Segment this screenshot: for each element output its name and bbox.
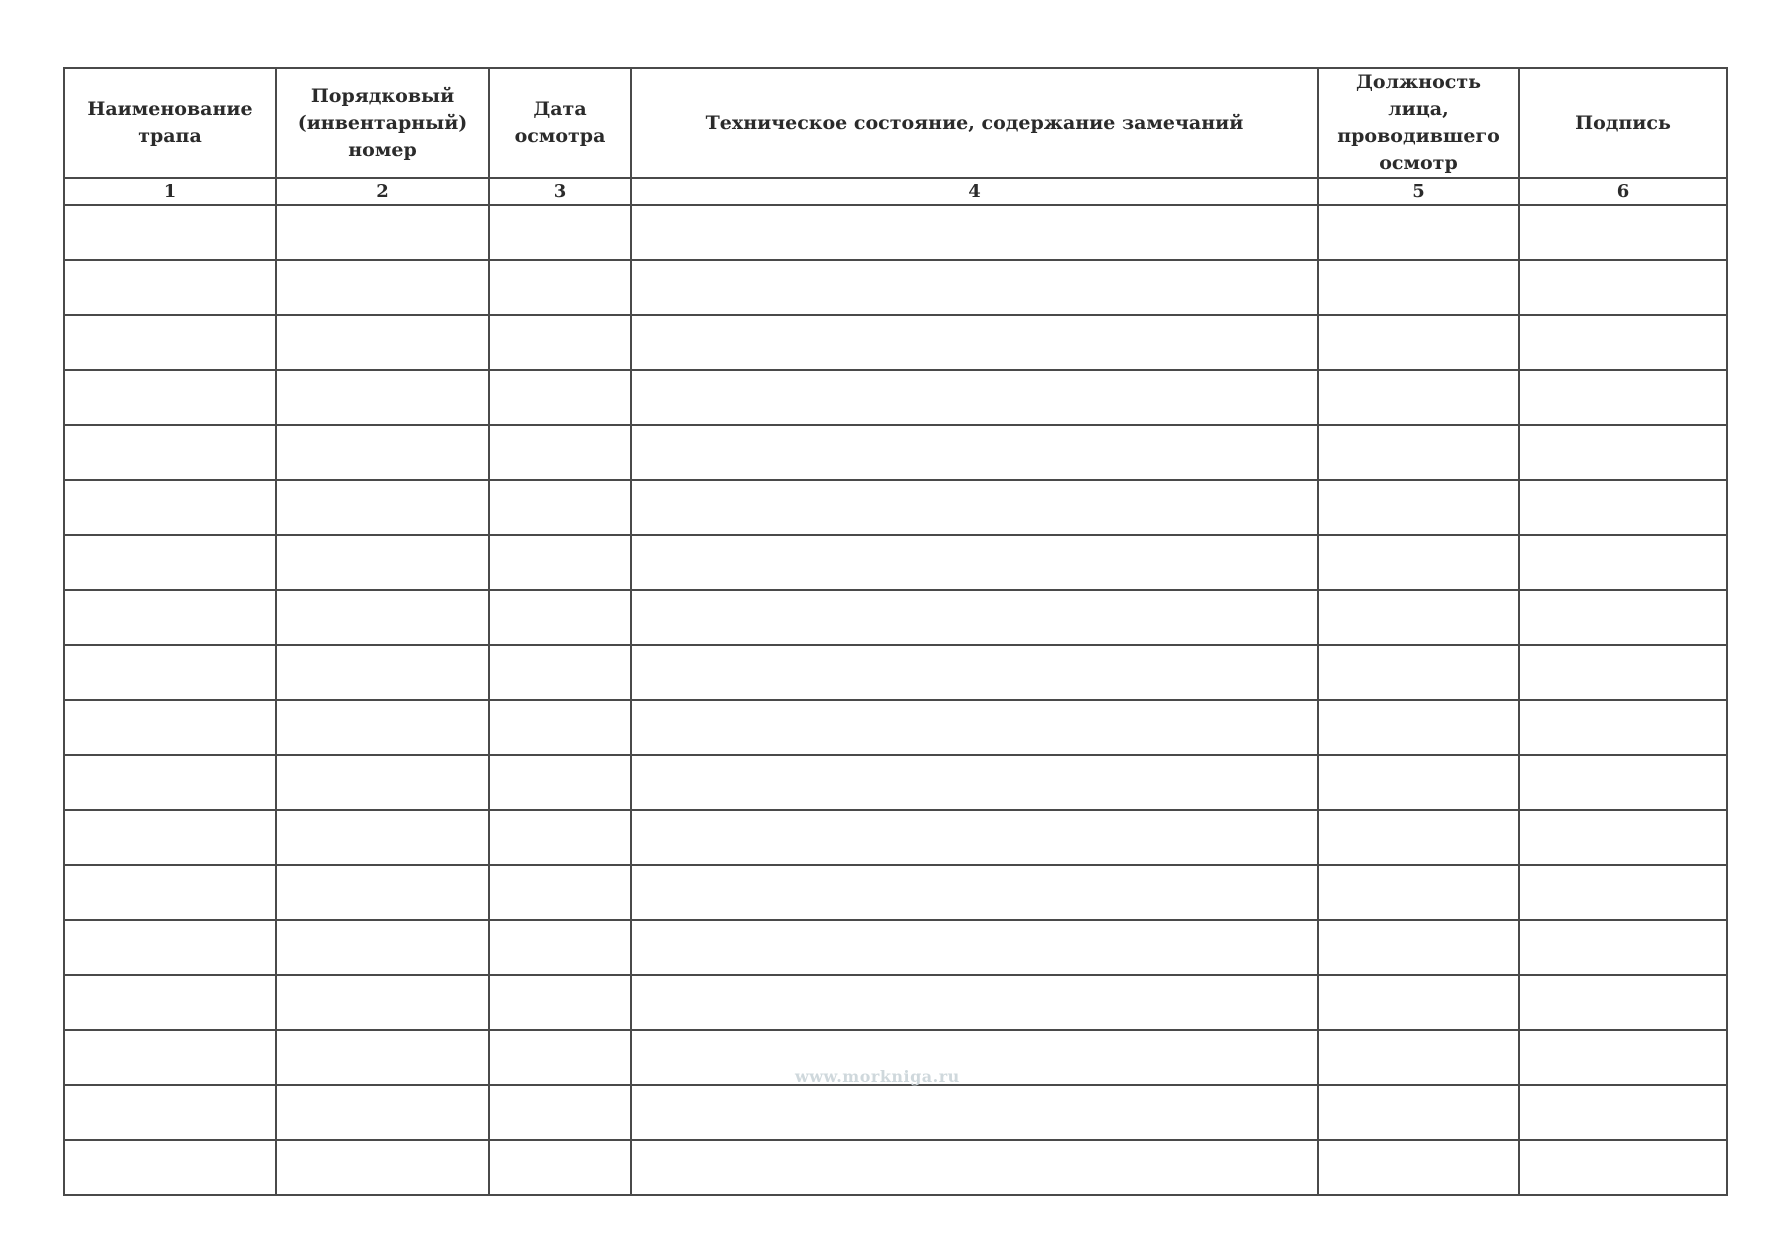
table-row <box>64 810 1727 865</box>
table-cell <box>631 755 1318 810</box>
table-cell <box>64 865 276 920</box>
table-cell <box>276 425 489 480</box>
table-row <box>64 1085 1727 1140</box>
table-cell <box>1519 920 1727 975</box>
table-row <box>64 590 1727 645</box>
table-cell <box>64 700 276 755</box>
table-cell <box>64 535 276 590</box>
table-cell <box>276 920 489 975</box>
table-row <box>64 315 1727 370</box>
table-cell <box>64 755 276 810</box>
inspection-log-sheet <box>63 67 1726 1196</box>
table-cell <box>1519 590 1727 645</box>
table-cell <box>631 260 1318 315</box>
table-cell <box>276 975 489 1030</box>
table-row <box>64 865 1727 920</box>
table-cell <box>489 315 631 370</box>
table-cell <box>631 315 1318 370</box>
table-cell <box>1318 865 1519 920</box>
table-cell <box>1519 315 1727 370</box>
table-cell <box>489 865 631 920</box>
column-header-inspector-position: Должность лица, проводившего осмотр <box>1318 68 1519 178</box>
table-cell <box>64 920 276 975</box>
table-cell <box>631 480 1318 535</box>
table-cell <box>1519 1140 1727 1195</box>
table-cell <box>489 535 631 590</box>
header-row <box>64 68 1727 178</box>
table-row <box>64 535 1727 590</box>
table-cell <box>1519 425 1727 480</box>
watermark: www.morkniga.ru <box>795 1067 960 1086</box>
table-row <box>64 1140 1727 1195</box>
table-cell <box>1318 370 1519 425</box>
table-cell <box>276 1140 489 1195</box>
table-cell <box>1519 260 1727 315</box>
table-row <box>64 700 1727 755</box>
table-cell <box>1519 865 1727 920</box>
table-cell <box>64 370 276 425</box>
table-cell <box>489 700 631 755</box>
column-number: 4 <box>631 178 1318 205</box>
table-cell <box>64 975 276 1030</box>
column-number: 6 <box>1519 178 1727 205</box>
table-cell <box>1318 535 1519 590</box>
table-cell <box>276 700 489 755</box>
table-cell <box>489 205 631 260</box>
table-row <box>64 920 1727 975</box>
table-cell <box>64 1085 276 1140</box>
table-cell <box>1519 205 1727 260</box>
table-cell <box>489 920 631 975</box>
table-cell <box>276 260 489 315</box>
table-row <box>64 975 1727 1030</box>
table-cell <box>489 755 631 810</box>
table-row <box>64 645 1727 700</box>
table-cell <box>1318 920 1519 975</box>
table-cell <box>631 535 1318 590</box>
table-cell <box>631 425 1318 480</box>
inspection-log-table <box>63 67 1728 1196</box>
table-cell <box>489 590 631 645</box>
table-cell <box>489 810 631 865</box>
table-cell <box>1318 260 1519 315</box>
table-cell <box>64 1030 276 1085</box>
table-row <box>64 425 1727 480</box>
table-cell <box>631 700 1318 755</box>
table-cell <box>1318 205 1519 260</box>
table-cell <box>1318 480 1519 535</box>
column-number-row <box>64 178 1727 205</box>
table-cell <box>276 1030 489 1085</box>
table-cell <box>489 370 631 425</box>
column-header-inspection-date: Дата осмотра <box>489 68 631 178</box>
table-cell <box>1519 810 1727 865</box>
table-cell <box>276 865 489 920</box>
table-cell <box>276 205 489 260</box>
table-cell <box>64 645 276 700</box>
table-cell <box>64 590 276 645</box>
table-cell <box>631 1085 1318 1140</box>
table-row <box>64 480 1727 535</box>
table-cell <box>276 1085 489 1140</box>
table-cell <box>631 865 1318 920</box>
table-cell <box>1318 700 1519 755</box>
table-cell <box>1318 590 1519 645</box>
table-cell <box>489 1140 631 1195</box>
table-cell <box>1318 1085 1519 1140</box>
table-cell <box>489 480 631 535</box>
table-cell <box>276 755 489 810</box>
table-cell <box>64 205 276 260</box>
column-number: 2 <box>276 178 489 205</box>
table-row <box>64 205 1727 260</box>
table-cell <box>631 205 1318 260</box>
column-header-signature: Подпись <box>1519 68 1727 178</box>
table-cell <box>64 480 276 535</box>
table-cell <box>489 1030 631 1085</box>
table-cell <box>631 975 1318 1030</box>
table-cell <box>1519 535 1727 590</box>
table-cell <box>64 260 276 315</box>
table-row <box>64 370 1727 425</box>
table-cell <box>1318 645 1519 700</box>
table-cell <box>276 535 489 590</box>
table-cell <box>276 590 489 645</box>
table-cell <box>1519 370 1727 425</box>
table-cell <box>1318 1140 1519 1195</box>
table-cell <box>276 645 489 700</box>
table-cell <box>64 425 276 480</box>
column-header-inventory-number: Порядковый (инвентарный) номер <box>276 68 489 178</box>
table-cell <box>1318 755 1519 810</box>
table-cell <box>1318 425 1519 480</box>
table-row <box>64 755 1727 810</box>
column-header-technical-condition: Техническое состояние, содержание замечаний <box>631 68 1318 178</box>
table-cell <box>1318 810 1519 865</box>
column-header-name: Наименование трапа <box>64 68 276 178</box>
table-cell <box>1519 700 1727 755</box>
table-cell <box>1318 1030 1519 1085</box>
table-cell <box>1318 315 1519 370</box>
table-cell <box>64 315 276 370</box>
table-cell <box>631 1030 1318 1085</box>
table-cell <box>1519 1030 1727 1085</box>
table-cell <box>631 645 1318 700</box>
table-cell <box>631 590 1318 645</box>
table-cell <box>489 975 631 1030</box>
table-cell <box>64 1140 276 1195</box>
table-cell <box>1519 480 1727 535</box>
table-cell <box>631 1140 1318 1195</box>
table-cell <box>1519 755 1727 810</box>
table-cell <box>276 315 489 370</box>
table-cell <box>276 810 489 865</box>
table-cell <box>489 1085 631 1140</box>
table-cell <box>1519 645 1727 700</box>
column-number: 5 <box>1318 178 1519 205</box>
column-number: 1 <box>64 178 276 205</box>
table-cell <box>1318 975 1519 1030</box>
table-cell <box>631 920 1318 975</box>
column-number: 3 <box>489 178 631 205</box>
table-cell <box>64 810 276 865</box>
table-cell <box>489 425 631 480</box>
table-cell <box>276 370 489 425</box>
table-row <box>64 260 1727 315</box>
table-cell <box>1519 1085 1727 1140</box>
table-cell <box>276 480 489 535</box>
table-cell <box>489 260 631 315</box>
table-cell <box>1519 975 1727 1030</box>
table-cell <box>631 370 1318 425</box>
table-cell <box>631 810 1318 865</box>
table-cell <box>489 645 631 700</box>
